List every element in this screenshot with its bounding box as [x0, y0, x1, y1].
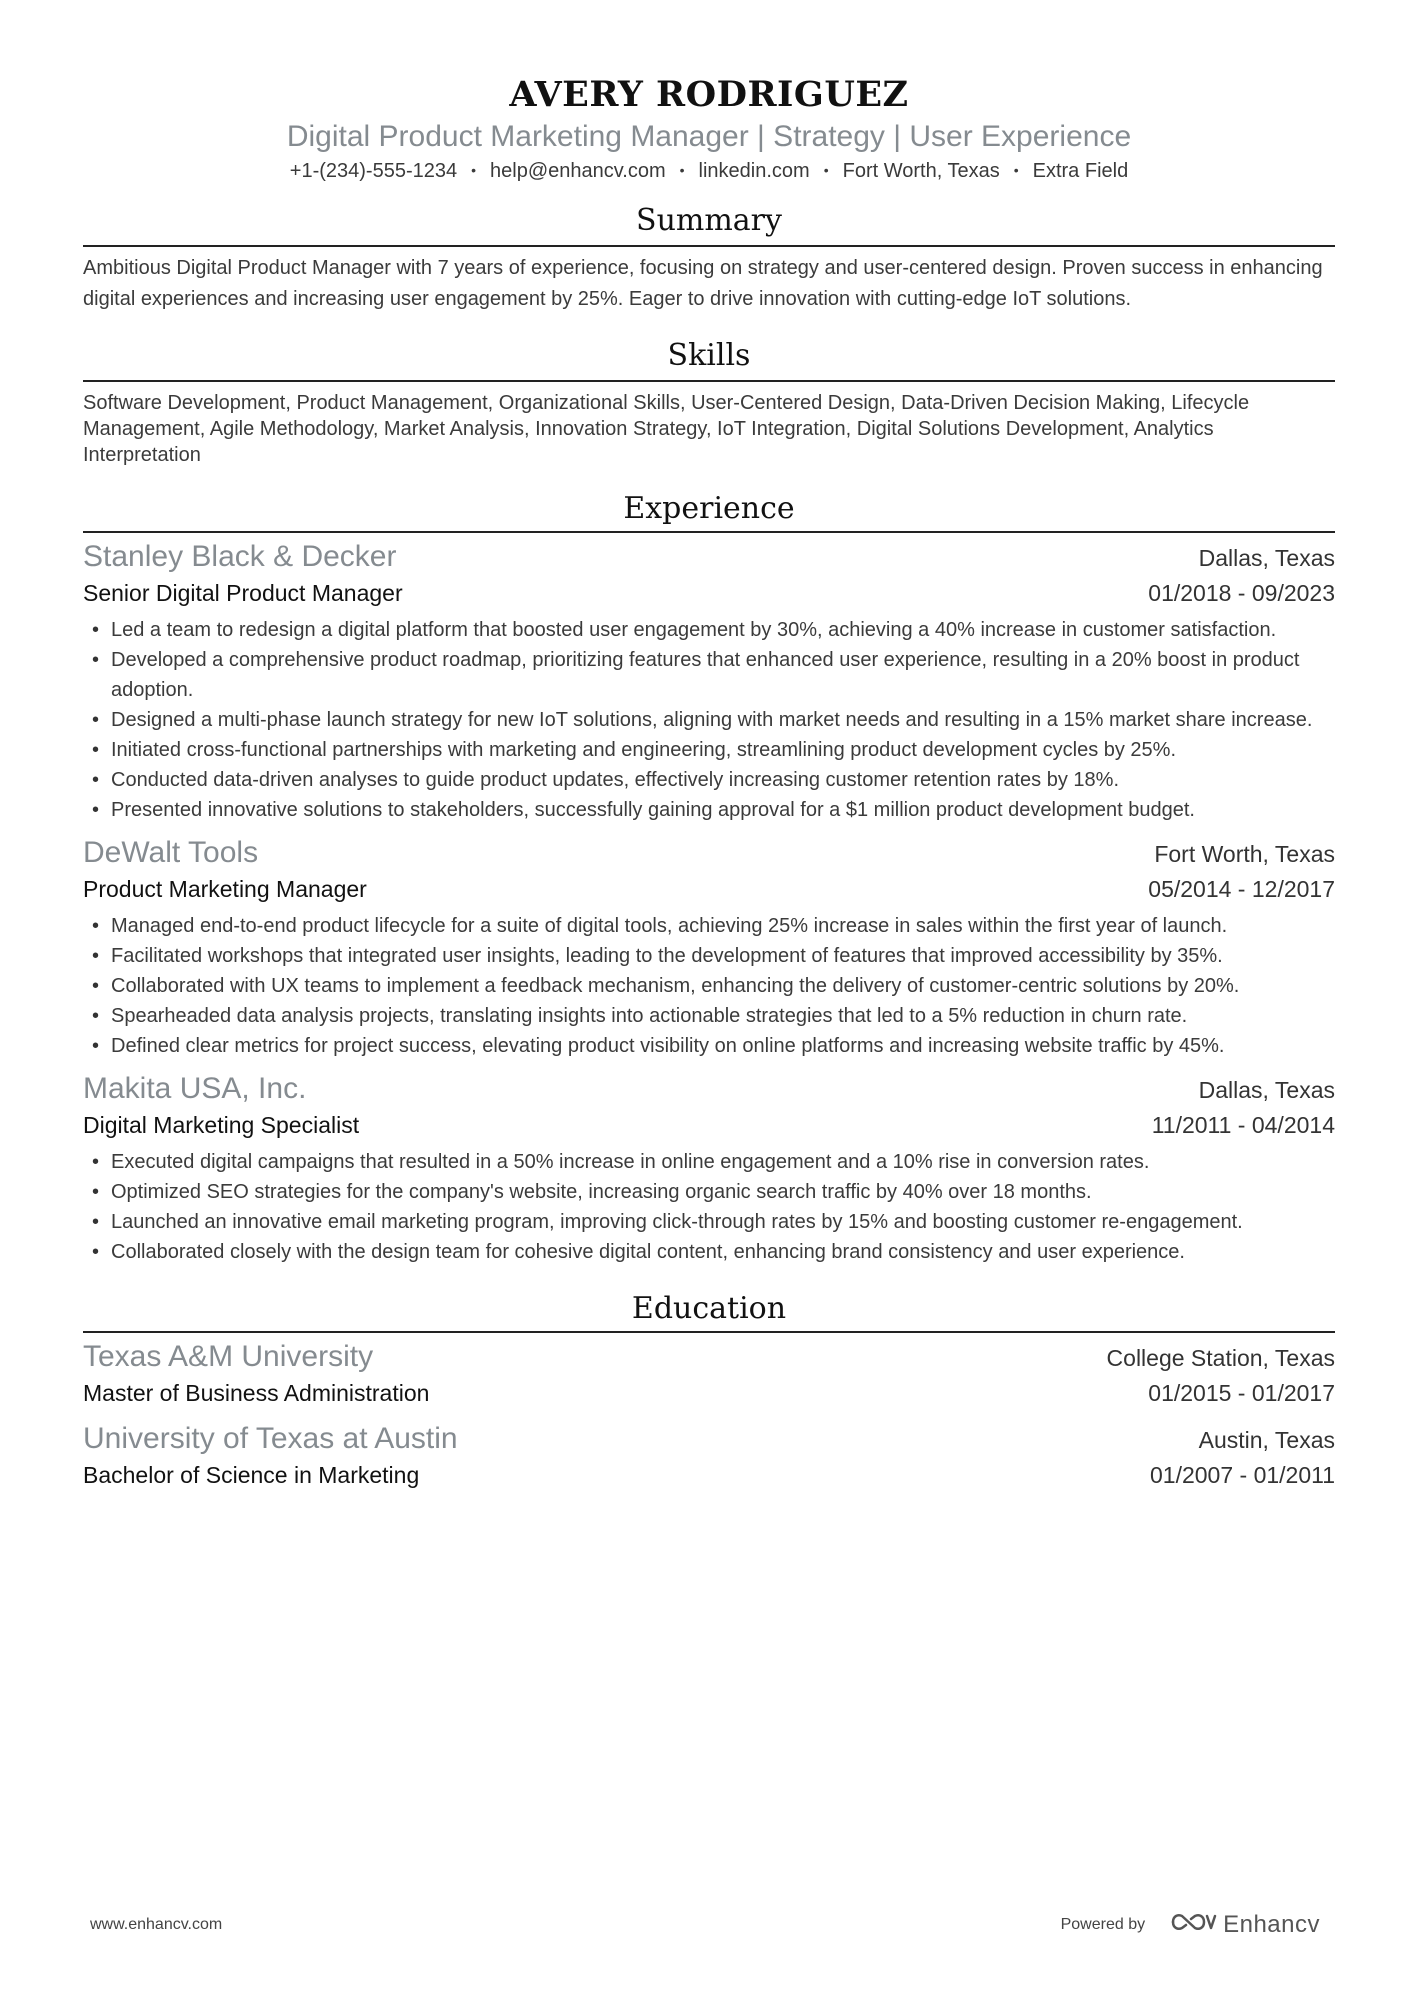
enhancv-brand-name: Enhancv — [1223, 1910, 1320, 1938]
job-company: Makita USA, Inc. — [83, 1072, 307, 1105]
education-heading: Education — [631, 1291, 787, 1326]
job-header-row — [83, 833, 1335, 873]
job-dates: 01/2018 - 09/2023 — [1148, 580, 1335, 606]
job-header-row — [83, 537, 1335, 577]
summary-text: Ambitious Digital Product Manager with 7 years of experience, focusing on strategy and user-centered design. Proven success in enhancing digital experiences and increasing user engagement by 25%. Eager to drive innovation with cutting-edge IoT solutions. — [83, 257, 1323, 310]
enhancv-brand[interactable] — [1169, 1910, 1320, 1939]
education-entry — [83, 1337, 1335, 1409]
job-header-row — [83, 1069, 1335, 1109]
contact-email[interactable]: help@enhancv.com — [490, 160, 666, 182]
job-bullet: • Designed a multi-phase launch strategy for new IoT solutions, aligning with market needs and resulting in a 15% market share increase. — [83, 705, 1335, 735]
job-role-row — [83, 577, 1335, 609]
footer-website-link[interactable]: www.enhancv.com — [90, 1915, 223, 1933]
education-school: Texas A&M University — [83, 1340, 374, 1373]
job-bullet: • Led a team to redesign a digital platform that boosted user engagement by 30%, achieving a 40% increase in customer satisfaction. — [83, 615, 1335, 645]
job-bullet: • Optimized SEO strategies for the company's website, increasing organic search traffic by 40% over 18 months. — [83, 1177, 1335, 1207]
contact-separator: • — [679, 162, 685, 178]
education-degree-row — [83, 1377, 1335, 1409]
job-bullets — [83, 615, 1335, 825]
job-location: Fort Worth, Texas — [1154, 841, 1335, 867]
education-header-row — [83, 1419, 1335, 1459]
contact-linkedin[interactable]: linkedin.com — [698, 160, 810, 182]
job-entry — [83, 833, 1335, 1061]
summary-section — [83, 201, 1335, 315]
job-bullet: • Defined clear metrics for project success, elevating product visibility on online platforms and increasing website traffic by 45%. — [83, 1031, 1335, 1061]
contact-separator: • — [823, 162, 829, 178]
experience-heading: Experience — [623, 491, 795, 526]
job-bullet: • Spearheaded data analysis projects, translating insights into actionable strategies that led to a 5% reduction in churn rate. — [83, 1001, 1335, 1031]
skills-heading: Skills — [667, 338, 751, 373]
contact-line — [83, 157, 1335, 185]
job-location: Dallas, Texas — [1198, 545, 1335, 571]
education-dates: 01/2015 - 01/2017 — [1148, 1380, 1335, 1406]
job-role-row — [83, 873, 1335, 905]
job-dates: 11/2011 - 04/2014 — [1151, 1112, 1335, 1138]
job-bullets — [83, 1147, 1335, 1267]
contact-phone: +1-(234)-555-1234 — [289, 160, 458, 182]
education-degree: Master of Business Administration — [83, 1380, 430, 1406]
contact-extra-field: Extra Field — [1032, 160, 1129, 182]
page-footer — [90, 1910, 1320, 1939]
job-bullet: • Collaborated closely with the design team for cohesive digital content, enhancing brand consistency and user experience. — [83, 1237, 1335, 1267]
section-divider — [83, 1331, 1335, 1333]
job-bullet: • Presented innovative solutions to stakeholders, successfully gaining approval for a $1 million product development budget. — [83, 795, 1335, 825]
education-section — [83, 1289, 1335, 1491]
education-dates: 01/2007 - 01/2011 — [1149, 1462, 1335, 1488]
candidate-title: Digital Product Marketing Manager | Strategy | User Experience — [286, 120, 1132, 153]
contact-separator: • — [471, 162, 477, 178]
education-entry — [83, 1419, 1335, 1491]
education-degree-row — [83, 1459, 1335, 1491]
job-bullet: • Managed end-to-end product lifecycle for a suite of digital tools, achieving 25% increase in sales within the first year of launch. — [83, 911, 1335, 941]
job-location: Dallas, Texas — [1198, 1077, 1335, 1103]
summary-heading: Summary — [636, 203, 782, 238]
job-dates: 05/2014 - 12/2017 — [1148, 876, 1335, 902]
education-degree: Bachelor of Science in Marketing — [83, 1462, 420, 1488]
enhancv-logo-icon — [1169, 1910, 1217, 1939]
section-divider — [83, 531, 1335, 533]
job-entry — [83, 537, 1335, 825]
education-school: University of Texas at Austin — [83, 1422, 458, 1455]
job-role: Digital Marketing Specialist — [83, 1112, 360, 1138]
job-bullets — [83, 911, 1335, 1061]
job-role-row — [83, 1109, 1335, 1141]
contact-location: Fort Worth, Texas — [842, 160, 1000, 182]
skills-text: Software Development, Product Management, Organizational Skills, User-Centered Design, Data-Driven Decision Making, Lifecycle Management, Agile Methodology, Market Analysis, Innovation Strategy, IoT Integration, Digital Solutions Development, Analytics Interpretation — [83, 392, 1250, 466]
job-bullet: • Developed a comprehensive product roadmap, prioritizing features that enhanced user experience, resulting in a 20% boost in product adoption. — [83, 645, 1335, 705]
skills-section — [83, 336, 1335, 468]
footer-branding — [1061, 1910, 1320, 1939]
job-bullet: • Executed digital campaigns that resulted in a 50% increase in online engagement and a 10% rise in conversion rates. — [83, 1147, 1335, 1177]
experience-section — [83, 489, 1335, 1267]
education-location: College Station, Texas — [1106, 1345, 1335, 1371]
job-role: Product Marketing Manager — [83, 876, 367, 902]
section-divider — [83, 245, 1335, 247]
job-bullet: • Launched an innovative email marketing program, improving click-through rates by 15% and boosting customer re-engagement. — [83, 1207, 1335, 1237]
powered-by-label: Powered by — [1060, 1915, 1146, 1933]
contact-separator: • — [1013, 162, 1019, 178]
candidate-name: AVERY RODRIGUEZ — [509, 74, 909, 115]
job-role: Senior Digital Product Manager — [83, 580, 403, 606]
job-bullet: • Collaborated with UX teams to implement a feedback mechanism, enhancing the delivery of customer-centric solutions by 20%. — [83, 971, 1335, 1001]
education-location: Austin, Texas — [1198, 1427, 1335, 1453]
education-header-row — [83, 1337, 1335, 1377]
section-divider — [83, 380, 1335, 382]
job-company: Stanley Black & Decker — [83, 540, 397, 573]
job-bullet: • Conducted data-driven analyses to guide product updates, effectively increasing customer retention rates by 18%. — [83, 765, 1335, 795]
job-bullet: • Initiated cross-functional partnerships with marketing and engineering, streamlining product development cycles by 25%. — [83, 735, 1335, 765]
resume-header — [83, 0, 1335, 185]
job-company: DeWalt Tools — [83, 836, 259, 869]
job-entry — [83, 1069, 1335, 1267]
resume-page — [83, 0, 1335, 1491]
job-bullet: • Facilitated workshops that integrated user insights, leading to the development of features that improved accessibility by 35%. — [83, 941, 1335, 971]
